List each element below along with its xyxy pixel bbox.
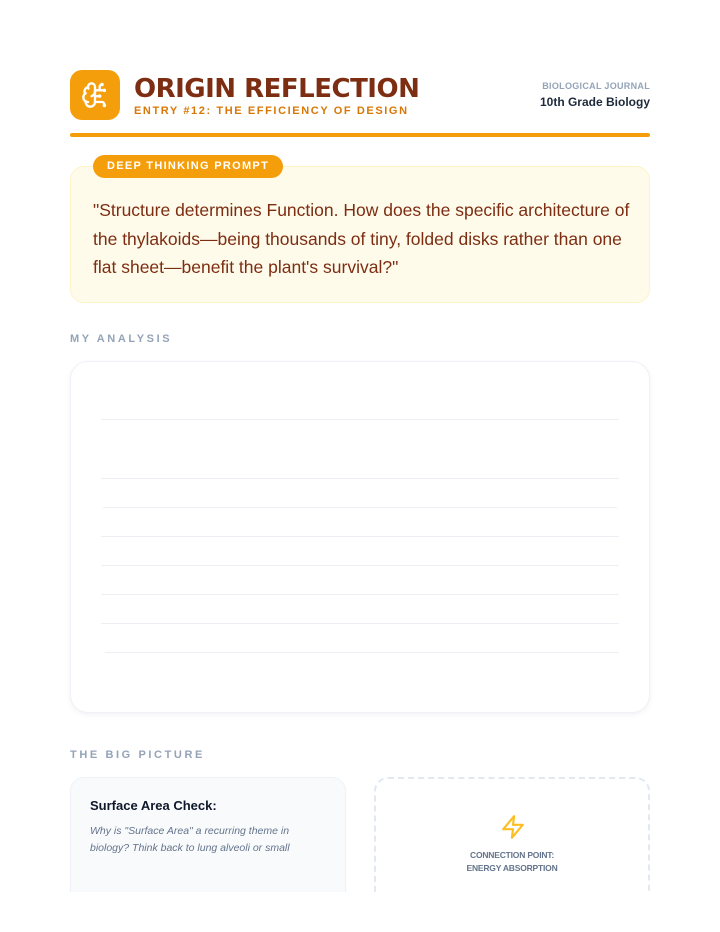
surface-area-card — [70, 777, 346, 892]
connection-point-text — [376, 849, 648, 875]
analysis-writing-area[interactable] — [70, 361, 650, 713]
energy-absorption-label: ENERGY ABSORPTION — [466, 863, 558, 873]
surface-area-title: Surface Area Check: — [90, 798, 217, 813]
writing-line — [105, 652, 619, 653]
logo — [70, 70, 120, 120]
surface-area-text: Why is "Surface Area" a recurring theme in biology? Think back to lung alveoli or small — [90, 825, 290, 854]
prompt-card — [70, 166, 650, 303]
connection-point-card — [374, 777, 650, 892]
writing-line — [101, 536, 619, 537]
big-picture-section-label: THE BIG PICTURE — [70, 749, 205, 761]
page-header — [70, 70, 650, 130]
page-title: ORIGIN REFLECTION — [134, 74, 420, 104]
writing-line — [101, 419, 619, 420]
prompt-badge: DEEP THINKING PROMPT — [93, 155, 283, 178]
grade-level: 10th Grade Biology — [539, 95, 650, 109]
lightning-bolt-icon — [500, 813, 526, 841]
writing-line — [101, 594, 619, 595]
connection-point-label: CONNECTION POINT: — [470, 850, 554, 860]
journal-label: BIOLOGICAL JOURNAL — [542, 81, 650, 91]
analysis-section-label: MY ANALYSIS — [70, 333, 173, 345]
entry-subtitle: ENTRY #12: THE EFFICIENCY OF DESIGN — [134, 105, 409, 117]
header-divider — [70, 133, 650, 137]
writing-line — [103, 507, 617, 508]
brain-icon — [81, 81, 109, 109]
prompt-text: "Structure determines Function. How does the specific architecture of the thylakoids—being thousands of tiny, folded disks rather than one flat sheet—benefit the plant's survival?" — [93, 200, 630, 277]
writing-line — [101, 565, 619, 566]
writing-line — [101, 478, 619, 479]
writing-line — [101, 623, 619, 624]
